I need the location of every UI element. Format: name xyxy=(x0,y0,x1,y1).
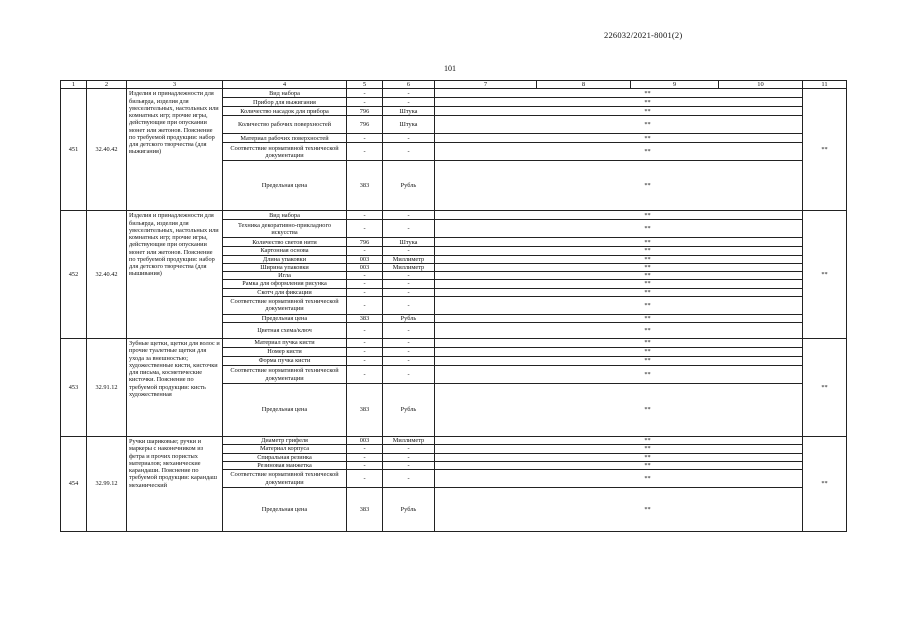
unit-code: - xyxy=(347,288,383,296)
characteristic-name: Соответствие нормативной технической документации xyxy=(223,470,347,488)
characteristic-name: Спиральная резинка xyxy=(223,453,347,461)
unit-name: - xyxy=(383,461,435,469)
characteristic-name: Длина упаковки xyxy=(223,255,347,263)
characteristic-name: Материал рабочих поверхностей xyxy=(223,134,347,143)
characteristic-name: Цветная схема/ключ xyxy=(223,323,347,339)
unit-name: Рубль xyxy=(383,384,435,437)
characteristic-name: Рамка для оформления рисунка xyxy=(223,280,347,288)
characteristic-value: ** xyxy=(435,488,803,532)
characteristic-name: Предельная цена xyxy=(223,161,347,211)
unit-code: 383 xyxy=(347,384,383,437)
unit-code: - xyxy=(347,247,383,255)
unit-code: - xyxy=(347,348,383,357)
unit-name: - xyxy=(383,348,435,357)
characteristic-value: ** xyxy=(435,107,803,116)
unit-name: Рубль xyxy=(383,314,435,322)
unit-code: - xyxy=(347,98,383,107)
characteristic-name: Диаметр грифеля xyxy=(223,437,347,445)
unit-name: - xyxy=(383,98,435,107)
characteristic-value: ** xyxy=(435,272,803,280)
unit-code: 383 xyxy=(347,314,383,322)
unit-code: - xyxy=(347,470,383,488)
unit-name: - xyxy=(383,470,435,488)
characteristic-name: Материал пучка кисти xyxy=(223,339,347,348)
row-number: 453 xyxy=(61,339,87,437)
characteristic-value: ** xyxy=(435,280,803,288)
page-number: 101 xyxy=(444,64,456,73)
characteristic-name: Количество светов нити xyxy=(223,238,347,247)
column-11-value: ** xyxy=(803,89,847,211)
column-11-value: ** xyxy=(803,211,847,339)
unit-code: - xyxy=(347,357,383,366)
characteristic-name: Скотч для фиксации xyxy=(223,288,347,296)
characteristic-name: Форма пучка кисти xyxy=(223,357,347,366)
header-row xyxy=(61,81,847,89)
table-row xyxy=(61,339,847,348)
characteristic-name: Прибор для выжигания xyxy=(223,98,347,107)
okpd-code: 32.99.12 xyxy=(87,437,127,532)
product-name: Изделия и принадлежности для бильярда, изделия для увеселительных, настольных или комнатных игр; прочие игры, действующие при опускании монет или жетонов. Пояснение по требуемой продукции: набор для детского творчества (для выжигания) xyxy=(127,89,223,211)
unit-name: Миллиметр xyxy=(383,255,435,263)
characteristic-value: ** xyxy=(435,89,803,98)
unit-code: 383 xyxy=(347,488,383,532)
characteristic-name: Вид набора xyxy=(223,89,347,98)
row-number: 454 xyxy=(61,437,87,532)
column-11-value: ** xyxy=(803,339,847,437)
requirements-table xyxy=(60,80,847,532)
characteristic-name: Резиновая манжетка xyxy=(223,461,347,469)
unit-name: - xyxy=(383,143,435,161)
col-header: 3 xyxy=(127,81,223,89)
col-header: 6 xyxy=(383,81,435,89)
characteristic-value: ** xyxy=(435,296,803,314)
unit-code: - xyxy=(347,280,383,288)
unit-code: 383 xyxy=(347,161,383,211)
unit-name: Миллиметр xyxy=(383,437,435,445)
characteristic-value: ** xyxy=(435,323,803,339)
unit-name: - xyxy=(383,89,435,98)
unit-code: - xyxy=(347,461,383,469)
unit-name: - xyxy=(383,323,435,339)
characteristic-name: Соответствие нормативной технической документации xyxy=(223,296,347,314)
unit-name: Рубль xyxy=(383,488,435,532)
table-row xyxy=(61,211,847,220)
col-header: 4 xyxy=(223,81,347,89)
unit-code: - xyxy=(347,89,383,98)
characteristic-name: Количество насадок для прибора xyxy=(223,107,347,116)
unit-code: - xyxy=(347,339,383,348)
unit-name: Штука xyxy=(383,116,435,134)
unit-name: - xyxy=(383,453,435,461)
unit-name: - xyxy=(383,366,435,384)
col-header: 9 xyxy=(631,81,719,89)
characteristic-name: Картонная основа xyxy=(223,247,347,255)
unit-name: Штука xyxy=(383,238,435,247)
characteristic-name: Материал корпуса xyxy=(223,445,347,453)
unit-name: Рубль xyxy=(383,161,435,211)
characteristic-value: ** xyxy=(435,247,803,255)
characteristic-value: ** xyxy=(435,98,803,107)
characteristic-value: ** xyxy=(435,238,803,247)
unit-code: 003 xyxy=(347,263,383,271)
characteristic-name: Номер кисти xyxy=(223,348,347,357)
unit-name: Штука xyxy=(383,107,435,116)
unit-name: - xyxy=(383,296,435,314)
characteristic-value: ** xyxy=(435,255,803,263)
unit-code: - xyxy=(347,445,383,453)
characteristic-name: Игла xyxy=(223,272,347,280)
characteristic-value: ** xyxy=(435,384,803,437)
unit-code: - xyxy=(347,134,383,143)
product-name: Ручки шариковые; ручки и маркеры с наконечником из фетра и прочих пористых материалов; механические карандаши. Пояснение по требуемой продукции: карандаш механический xyxy=(127,437,223,532)
characteristic-value: ** xyxy=(435,445,803,453)
unit-code: - xyxy=(347,366,383,384)
characteristic-value: ** xyxy=(435,116,803,134)
unit-name: - xyxy=(383,247,435,255)
characteristic-name: Предельная цена xyxy=(223,314,347,322)
unit-code: - xyxy=(347,272,383,280)
unit-code: 796 xyxy=(347,107,383,116)
unit-code: - xyxy=(347,220,383,238)
unit-name: - xyxy=(383,357,435,366)
characteristic-value: ** xyxy=(435,366,803,384)
document-number: 226032/2021-8001(2) xyxy=(604,30,683,40)
characteristic-value: ** xyxy=(435,453,803,461)
okpd-code: 32.40.42 xyxy=(87,89,127,211)
unit-code: 003 xyxy=(347,437,383,445)
characteristic-name: Техника декоративно-прикладного искусства xyxy=(223,220,347,238)
unit-code: - xyxy=(347,143,383,161)
characteristic-name: Вид набора xyxy=(223,211,347,220)
unit-code: 003 xyxy=(347,255,383,263)
characteristic-value: ** xyxy=(435,348,803,357)
col-header: 2 xyxy=(87,81,127,89)
col-header: 5 xyxy=(347,81,383,89)
unit-code: 796 xyxy=(347,238,383,247)
unit-name: - xyxy=(383,211,435,220)
characteristic-value: ** xyxy=(435,461,803,469)
characteristic-value: ** xyxy=(435,263,803,271)
characteristic-value: ** xyxy=(435,220,803,238)
characteristic-value: ** xyxy=(435,211,803,220)
unit-name: - xyxy=(383,445,435,453)
unit-code: - xyxy=(347,296,383,314)
characteristic-value: ** xyxy=(435,357,803,366)
characteristic-value: ** xyxy=(435,288,803,296)
col-header: 10 xyxy=(719,81,803,89)
characteristic-name: Соответствие нормативной технической документации xyxy=(223,366,347,384)
characteristic-name: Предельная цена xyxy=(223,384,347,437)
row-number: 451 xyxy=(61,89,87,211)
characteristic-value: ** xyxy=(435,437,803,445)
unit-code: - xyxy=(347,211,383,220)
unit-name: - xyxy=(383,288,435,296)
okpd-code: 32.91.12 xyxy=(87,339,127,437)
table-row xyxy=(61,89,847,98)
unit-name: - xyxy=(383,272,435,280)
product-name: Зубные щетки, щетки для волос и прочие туалетные щетки для ухода за внешностью; художественные кисти, кисточки для письма, косметические кисточки. Пояснение по требуемой продукции: кисть художественная xyxy=(127,339,223,437)
unit-name: Миллиметр xyxy=(383,263,435,271)
unit-name: - xyxy=(383,280,435,288)
characteristic-name: Количество рабочих поверхностей xyxy=(223,116,347,134)
unit-code: - xyxy=(347,453,383,461)
unit-code: 796 xyxy=(347,116,383,134)
characteristic-value: ** xyxy=(435,339,803,348)
row-number: 452 xyxy=(61,211,87,339)
characteristic-value: ** xyxy=(435,143,803,161)
characteristic-value: ** xyxy=(435,314,803,322)
unit-name: - xyxy=(383,339,435,348)
product-name: Изделия и принадлежности для бильярда, изделия для увеселительных, настольных или комнатных игр; прочие игры, действующие при опускании монет или жетонов. Пояснение по требуемой продукции: набор для детского творчества (для вышивания) xyxy=(127,211,223,339)
characteristic-name: Предельная цена xyxy=(223,488,347,532)
characteristic-value: ** xyxy=(435,470,803,488)
table-row xyxy=(61,437,847,445)
unit-name: - xyxy=(383,134,435,143)
characteristic-value: ** xyxy=(435,134,803,143)
okpd-code: 32.40.42 xyxy=(87,211,127,339)
unit-code: - xyxy=(347,323,383,339)
characteristic-value: ** xyxy=(435,161,803,211)
col-header: 8 xyxy=(537,81,631,89)
col-header: 1 xyxy=(61,81,87,89)
col-header: 11 xyxy=(803,81,847,89)
characteristic-name: Ширина упаковки xyxy=(223,263,347,271)
unit-name: - xyxy=(383,220,435,238)
column-11-value: ** xyxy=(803,437,847,532)
col-header: 7 xyxy=(435,81,537,89)
characteristic-name: Соответствие нормативной технической документации xyxy=(223,143,347,161)
